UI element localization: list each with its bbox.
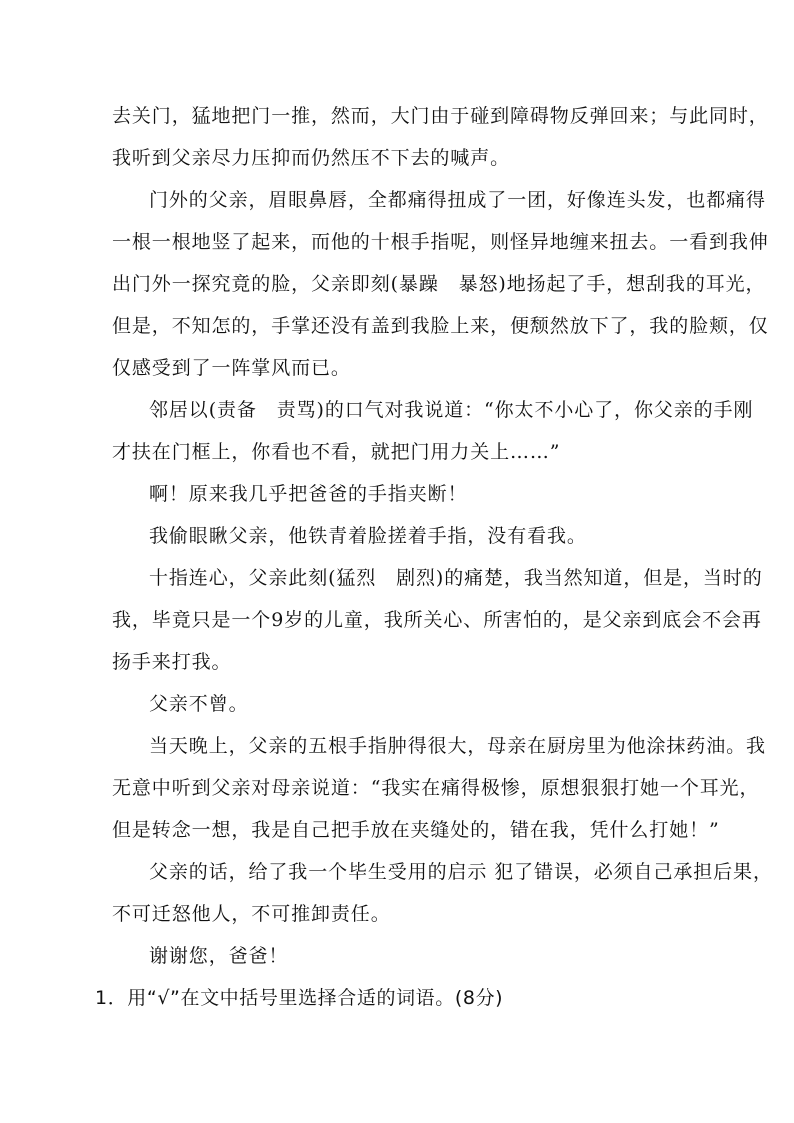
paragraph-line: 啊！原来我几乎把爸爸的手指夹断！ xyxy=(149,483,468,505)
paragraph-line: 门外的父亲，眉眼鼻唇，全都痛得扭成了一团，好像连头发，也都痛得 xyxy=(149,189,766,211)
paragraph-line: 仅感受到了一阵掌风而已。 xyxy=(112,357,351,379)
paragraph-line: 无意中听到父亲对母亲说道：“我实在痛得极惨，原想狠狠打她一个耳光， xyxy=(112,777,760,799)
paragraph-line: 扬手来打我。 xyxy=(112,651,232,673)
paragraph-line: 出门外一探究竟的脸，父亲即刻(暴躁 暴怒)地扬起了手，想刮我的耳光， xyxy=(112,273,766,295)
paragraph-line: 去关门，猛地把门一推，然而，大门由于碰到障碍物反弹回来；与此同时， xyxy=(112,105,769,127)
question-text: 1．用“√”在文中括号里选择合适的词语。(8分) xyxy=(95,987,504,1009)
paragraph-line: 谢谢您，爸爸！ xyxy=(149,945,289,967)
paragraph-line: 父亲不曾。 xyxy=(149,693,249,715)
paragraph-line: 我听到父亲尽力压抑而仍然压不下去的喊声。 xyxy=(112,147,511,169)
paragraph-line: 但是，不知怎的，手掌还没有盖到我脸上来，便颓然放下了，我的脸颊，仅 xyxy=(112,315,769,337)
paragraph-line: 但是转念一想，我是自己把手放在夹缝处的，错在我，凭什么打她！” xyxy=(112,819,720,841)
paragraph-line: 一根一根地竖了起来，而他的十根手指呢，则怪异地缠来扭去。一看到我伸 xyxy=(112,231,769,253)
paragraph-line: 才扶在门框上，你看也不看，就把门用力关上……” xyxy=(112,441,561,463)
paragraph-line: 我偷眼瞅父亲，他铁青着脸搓着手指，没有看我。 xyxy=(149,525,587,547)
paragraph-line: 不可迁怒他人，不可推卸责任。 xyxy=(112,903,391,925)
paragraph-line: 十指连心，父亲此刻(猛烈 剧烈)的痛楚，我当然知道，但是，当时的 xyxy=(149,567,763,589)
paragraph-line: 邻居以(责备 责骂)的口气对我说道：“你太不小心了，你父亲的手刚 xyxy=(149,399,754,421)
paragraph-line: 我，毕竟只是一个9岁的儿童，我所关心、所害怕的，是父亲到底会不会再 xyxy=(112,609,762,631)
paragraph-line: 父亲的话，给了我一个毕生受用的启示 犯了错误，必须自己承担后果， xyxy=(149,861,773,883)
paragraph-line: 当天晚上，父亲的五根手指肿得很大，母亲在厨房里为他涂抹药油。我 xyxy=(149,735,766,757)
